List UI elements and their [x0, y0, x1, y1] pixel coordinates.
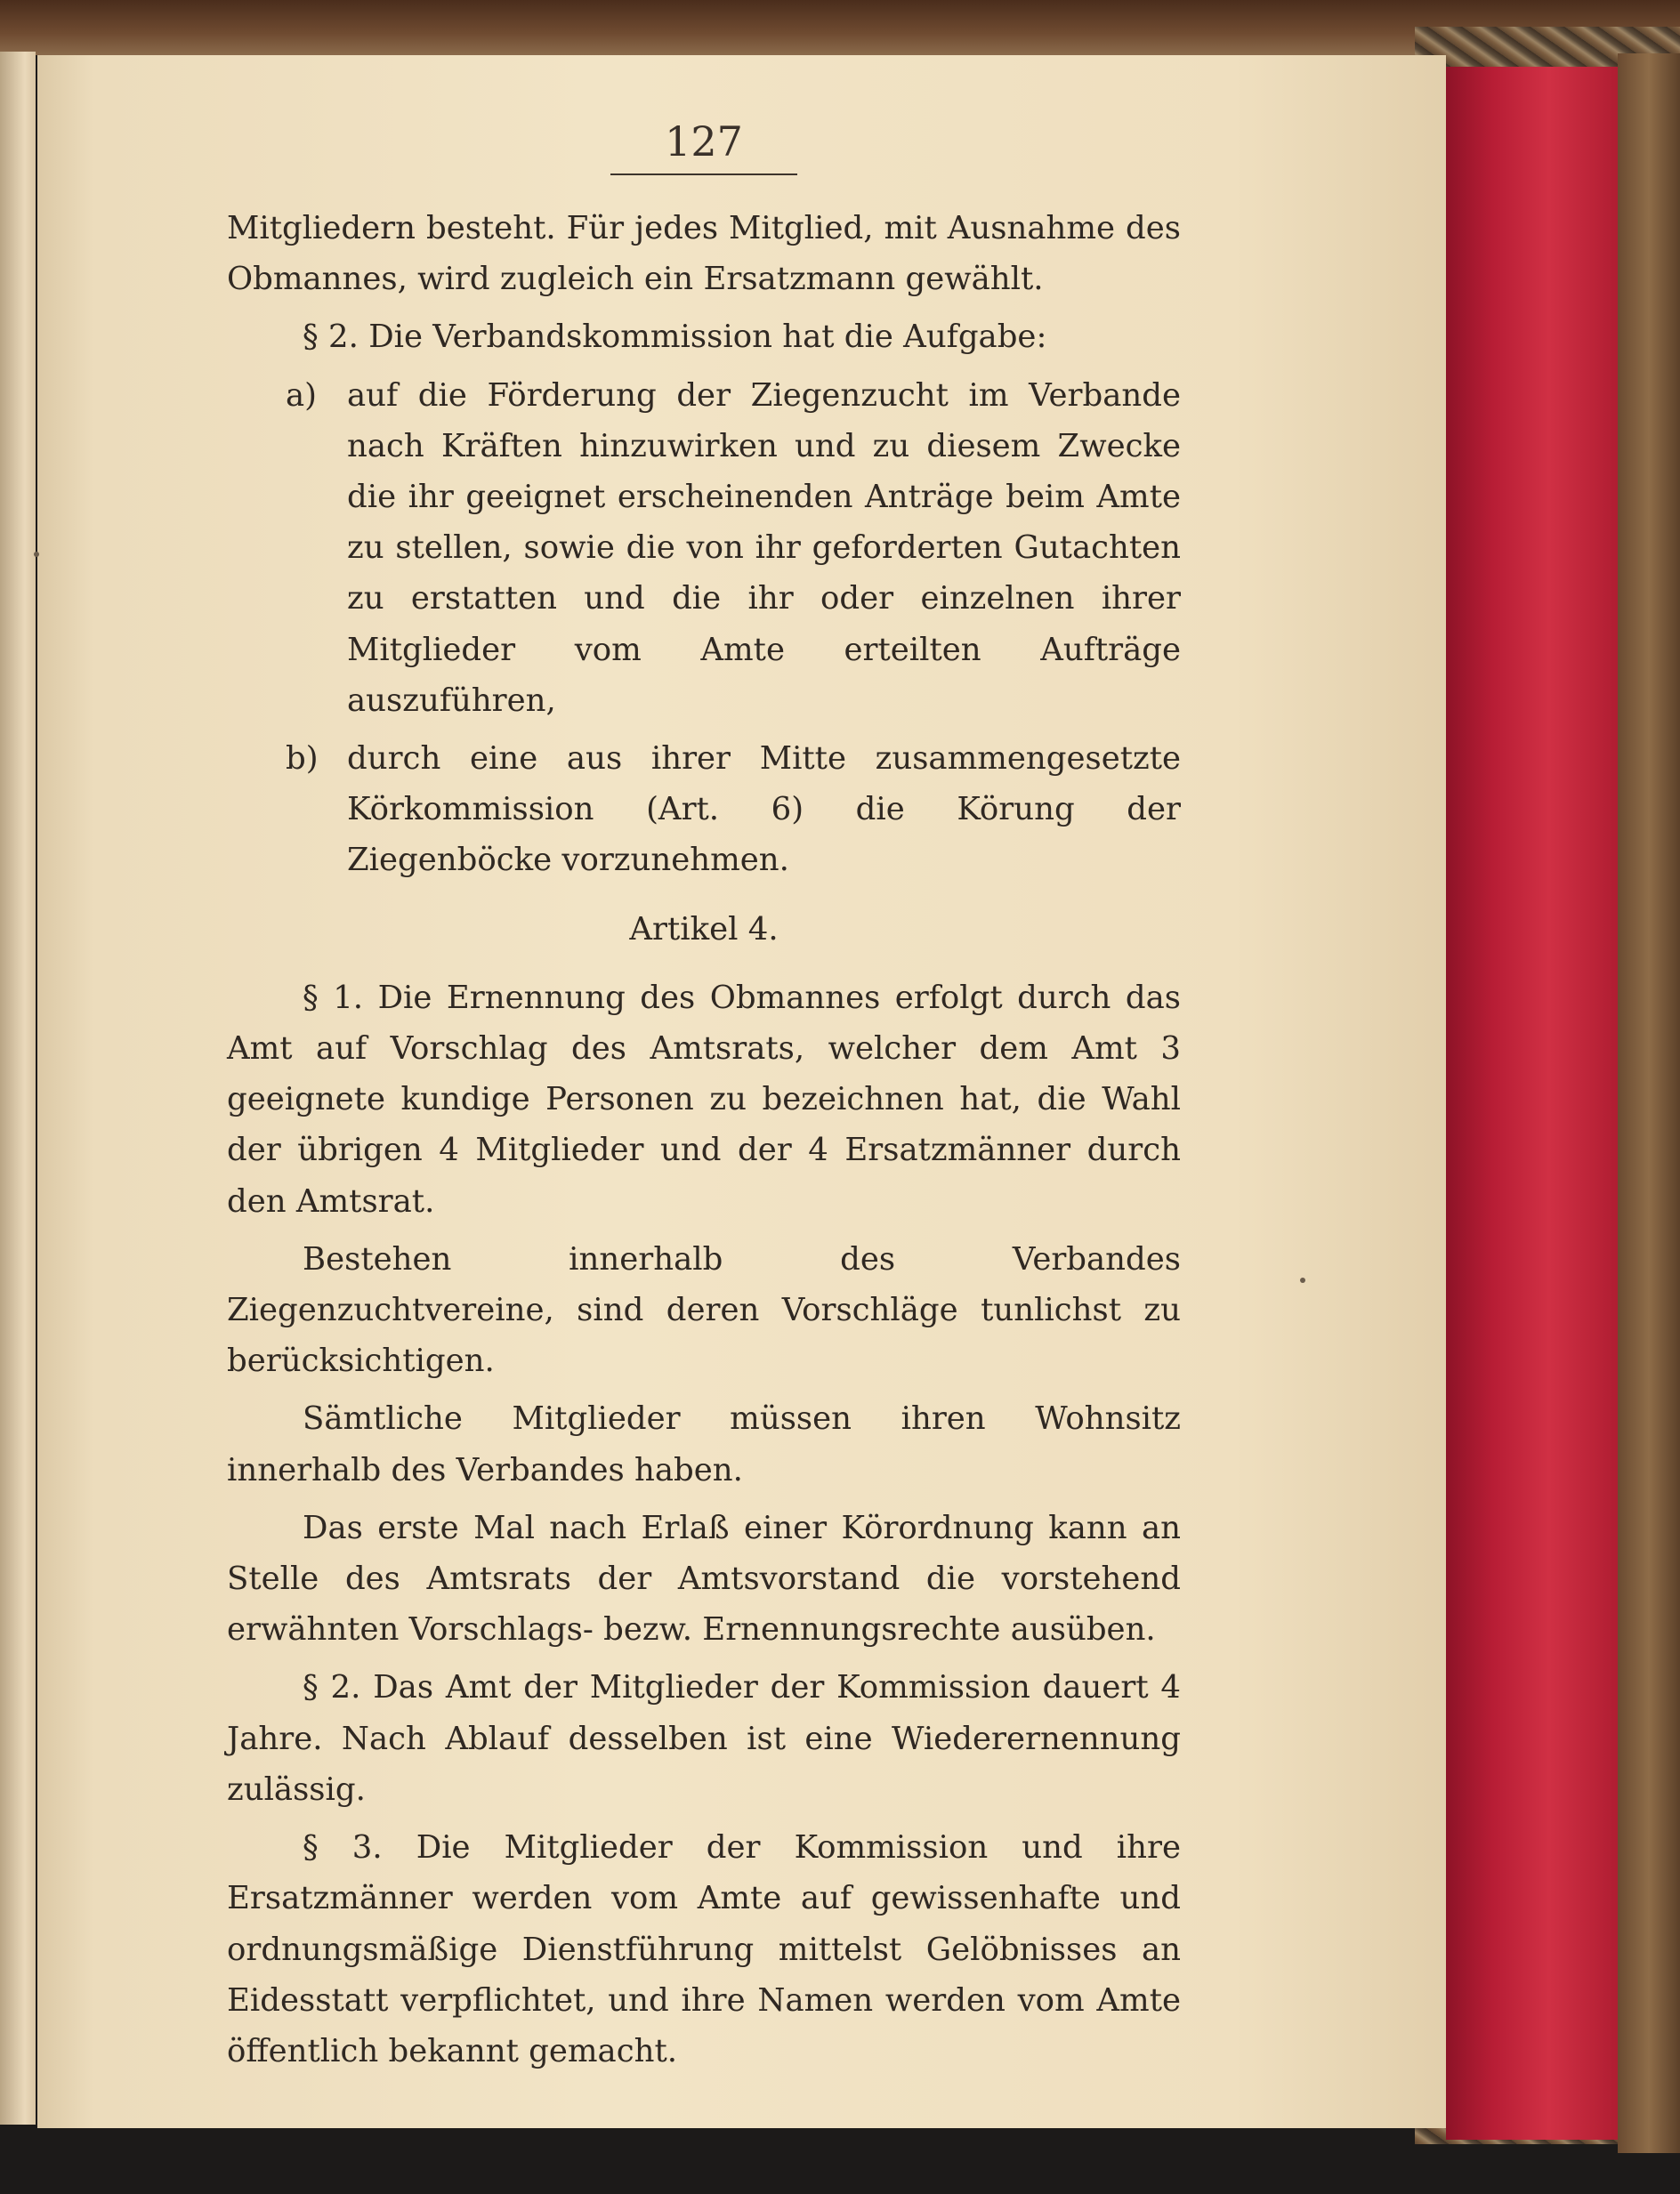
paragraph: Sämtliche Mitglieder müssen ihren Wohnsitz innerhalb des Verbandes haben. [227, 1400, 1181, 1488]
paragraph: § 3. Die Mitglieder der Kommission und ihre Ersatzmänner werden vom Amte auf gewissenhafte und ordnungsmäßige Dienstführung mittelst Gelöbnisses an Eidesstatt verpflichtet, und ihre Namen werden vom Amte öffentlich bekannt gemacht. [227, 1829, 1181, 2069]
article-heading: Artikel 4. [629, 910, 779, 948]
list-item-text: auf die Förderung der Ziegenzucht im Verbande nach Kräften hinzuwirken und zu diesem Zwecke die ihr geeignet erscheinenden Anträge beim Amte zu stellen, sowie die von ihr geforderten Gutachten zu erstatten und die ihr oder einzelnen ihrer Mitglieder vom Amte erteilten Aufträge auszuführen, [347, 376, 1181, 719]
facing-page-edge [0, 52, 36, 2125]
list-item [227, 370, 1181, 726]
paragraph: Mitgliedern besteht. Für jedes Mitglied, mit Ausnahme des Obmannes, wird zugleich ein Ersatzmann gewählt. [227, 210, 1181, 298]
paper-speck [34, 552, 39, 557]
page-number: 127 [665, 117, 743, 165]
paper-speck [1300, 1278, 1305, 1283]
header-rule [610, 173, 797, 175]
list-item-text: durch eine aus ihrer Mitte zusammengesetzte Körkommission (Art. 6) die Körung der Ziegenböcke vorzunehmen. [347, 740, 1181, 879]
page-body [227, 203, 1181, 2084]
paragraph: Das erste Mal nach Erlaß einer Körordnung kann an Stelle des Amtsrats der Amtsvorstand die vorstehend erwähnten Vorschlags- bezw. Ernennungsrechte ausüben. [227, 1509, 1181, 1649]
book-spine-band [1618, 53, 1680, 2153]
paragraph: Bestehen innerhalb des Verbandes Ziegenzuchtvereine, sind deren Vorschläge tunlichst zu berücksichtigen. [227, 1240, 1181, 1380]
list-item-label: b) [286, 740, 319, 778]
paragraph: § 1. Die Ernennung des Obmannes erfolgt durch das Amt auf Vorschlag des Amtsrats, welcher dem Amt 3 geeignete kundige Personen zu bezeichnen hat, die Wahl der übrigen 4 Mitglieder und der 4 Ersatzmänner durch den Amtsrat. [227, 979, 1181, 1220]
paragraph: § 2. Das Amt der Mitglieder der Kommission dauert 4 Jahre. Nach Ablauf desselben ist eine Wiederernennung zulässig. [227, 1669, 1181, 1808]
paragraph: § 2. Die Verbandskommission hat die Aufgabe: [303, 319, 1047, 356]
list-item-label: a) [286, 376, 318, 414]
page-edges-red [1446, 67, 1633, 2140]
list-item [227, 733, 1181, 886]
